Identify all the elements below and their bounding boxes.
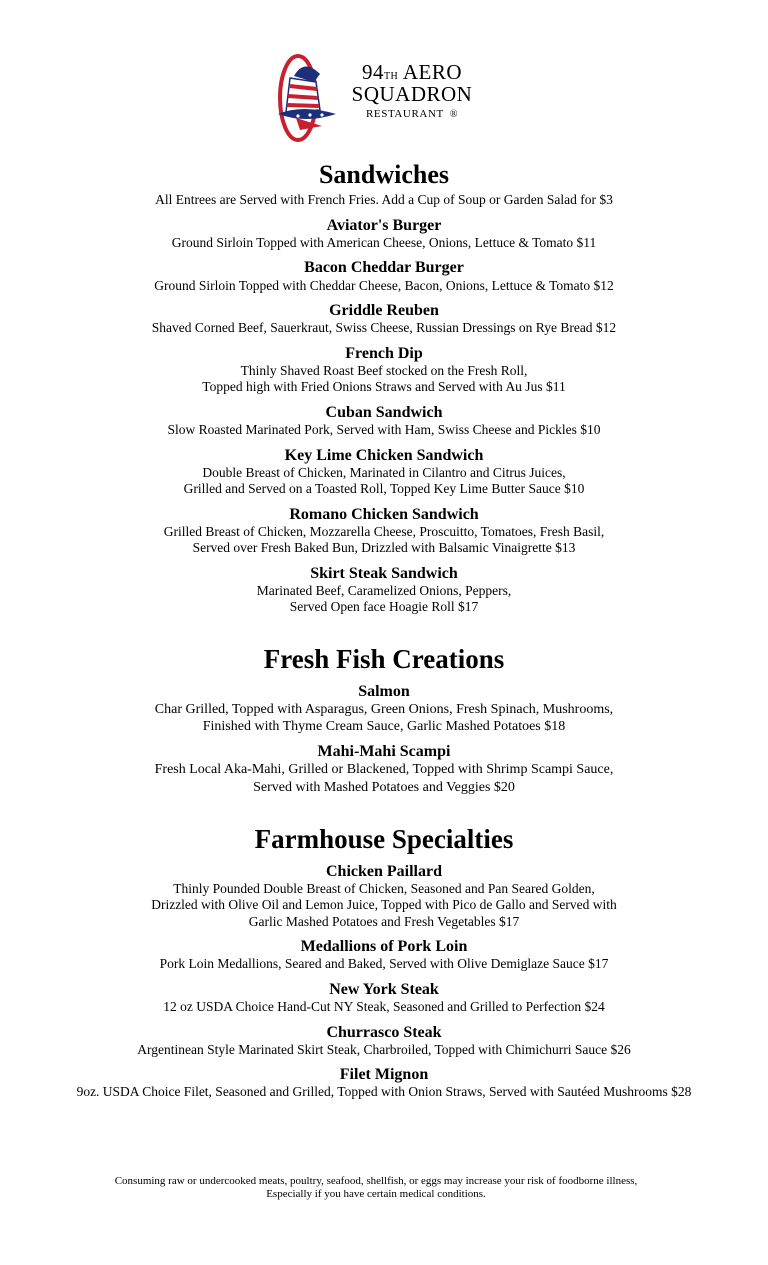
menu-item [0, 403, 768, 439]
menu-item-description: Thinly Pounded Double Breast of Chicken, Seasoned and Pan Seared Golden, [173, 880, 595, 896]
menu-item [0, 862, 768, 931]
menu-item-description: Garlic Mashed Potatoes and Fresh Vegetables $17 [248, 913, 520, 929]
menu-item-name: Griddle Reuben [329, 302, 439, 320]
menu-item-description: Served with Mashed Potatoes and Veggies $20 [253, 779, 515, 795]
menu-item [0, 505, 768, 557]
menu-item [0, 258, 768, 294]
menu-item-description: Shaved Corned Beef, Sauerkraut, Swiss Cheese, Russian Dressings on Rye Bread $12 [151, 320, 617, 336]
menu-item [0, 682, 768, 735]
menu-item-description: Slow Roasted Marinated Pork, Served with Ham, Swiss Cheese and Pickles $10 [167, 422, 601, 438]
menu-item-name: Skirt Steak Sandwich [310, 564, 458, 582]
menu-item-description: Topped high with Fried Onions Straws and Served with Au Jus $11 [202, 379, 566, 395]
section-title: Sandwiches [318, 160, 450, 189]
menu-item [0, 1023, 768, 1059]
menu-item-name: Aviator's Burger [326, 216, 442, 234]
menu-item [0, 446, 768, 498]
section-sandwiches [0, 160, 768, 616]
section-title: Farmhouse Specialties [254, 823, 514, 854]
food-safety-disclaimer: Consuming raw or undercooked meats, poultry, seafood, shellfish, or eggs may increase your risk of foodborne illness, Especially if you have certain medical conditions. [114, 1175, 638, 1201]
menu-item [0, 937, 768, 973]
menu-item [0, 1065, 768, 1101]
menu-item [0, 980, 768, 1016]
menu-item-description: Pork Loin Medallions, Seared and Baked, Served with Olive Demiglaze Sauce $17 [159, 956, 609, 972]
menu-item-name: Filet Mignon [339, 1066, 429, 1084]
menu-item-description: Served Open face Hoagie Roll $17 [289, 599, 479, 615]
menu-item-description: Drizzled with Olive Oil and Lemon Juice, Topped with Pico de Gallo and Served with [151, 897, 617, 913]
menu-item-name: Cuban Sandwich [325, 403, 443, 421]
menu-item-description: Double Breast of Chicken, Marinated in Cilantro and Citrus Juices, [202, 464, 566, 480]
menu-item-name: Romano Chicken Sandwich [289, 505, 479, 523]
menu-item [0, 216, 768, 252]
menu-item-description: Thinly Shaved Roast Beef stocked on the Fresh Roll, [240, 362, 528, 378]
menu-item-description: Marinated Beef, Caramelized Onions, Peppers, [256, 582, 512, 598]
menu-item-description: Ground Sirloin Topped with Cheddar Cheese, Bacon, Onions, Lettuce & Tomato $12 [154, 277, 614, 293]
menu-item [0, 742, 768, 795]
menu-item-description: Served over Fresh Baked Bun, Drizzled with Balsamic Vinaigrette $13 [192, 540, 576, 556]
menu-item-description: Ground Sirloin Topped with American Cheese, Onions, Lettuce & Tomato $11 [171, 234, 597, 250]
menu-item-description: Finished with Thyme Cream Sauce, Garlic Mashed Potatoes $18 [202, 719, 566, 735]
menu-item-name: Bacon Cheddar Burger [304, 259, 464, 277]
menu-item-name: New York Steak [329, 980, 439, 998]
menu-item-description: Grilled and Served on a Toasted Roll, Topped Key Lime Butter Sauce $10 [183, 481, 585, 497]
uncle-sam-hat-icon [276, 52, 342, 144]
menu-content [0, 160, 768, 1101]
section-subtitle: All Entrees are Served with French Fries. Add a Cup of Soup or Garden Salad for $3 [155, 191, 613, 207]
restaurant-logo [276, 52, 476, 144]
menu-item-description: 9oz. USDA Choice Filet, Seasoned and Grilled, Topped with Onion Straws, Served with Sautéed Mushrooms $28 [76, 1084, 692, 1100]
menu-item-name: Salmon [358, 682, 410, 700]
menu-item-description: Grilled Breast of Chicken, Mozzarella Cheese, Proscuitto, Tomatoes, Fresh Basil, [163, 523, 605, 539]
menu-item-description: Argentinean Style Marinated Skirt Steak, Charbroiled, Topped with Chimichurri Sauce $26 [137, 1041, 631, 1057]
menu-item-name: Mahi-Mahi Scampi [317, 743, 451, 761]
menu-item-name: Key Lime Chicken Sandwich [284, 446, 484, 464]
menu-item [0, 301, 768, 337]
menu-item-description: 12 oz USDA Choice Hand-Cut NY Steak, Seasoned and Grilled to Perfection $24 [163, 999, 605, 1015]
menu-item-name: French Dip [345, 344, 423, 362]
section-farmhouse [0, 824, 768, 1101]
section-fresh-fish [0, 644, 768, 796]
menu-item [0, 344, 768, 396]
menu-item-name: Churrasco Steak [326, 1023, 442, 1041]
menu-item-name: Chicken Paillard [325, 862, 442, 880]
logo-wordmark: 94TH AERO SQUADRON RESTAURANT ® [351, 60, 473, 120]
menu-item [0, 564, 768, 616]
section-title: Fresh Fish Creations [263, 643, 505, 674]
menu-item-name: Medallions of Pork Loin [300, 938, 468, 956]
menu-item-description: Fresh Local Aka-Mahi, Grilled or Blackened, Topped with Shrimp Scampi Sauce, [154, 762, 614, 778]
menu-item-description: Char Grilled, Topped with Asparagus, Green Onions, Fresh Spinach, Mushrooms, [154, 702, 614, 718]
